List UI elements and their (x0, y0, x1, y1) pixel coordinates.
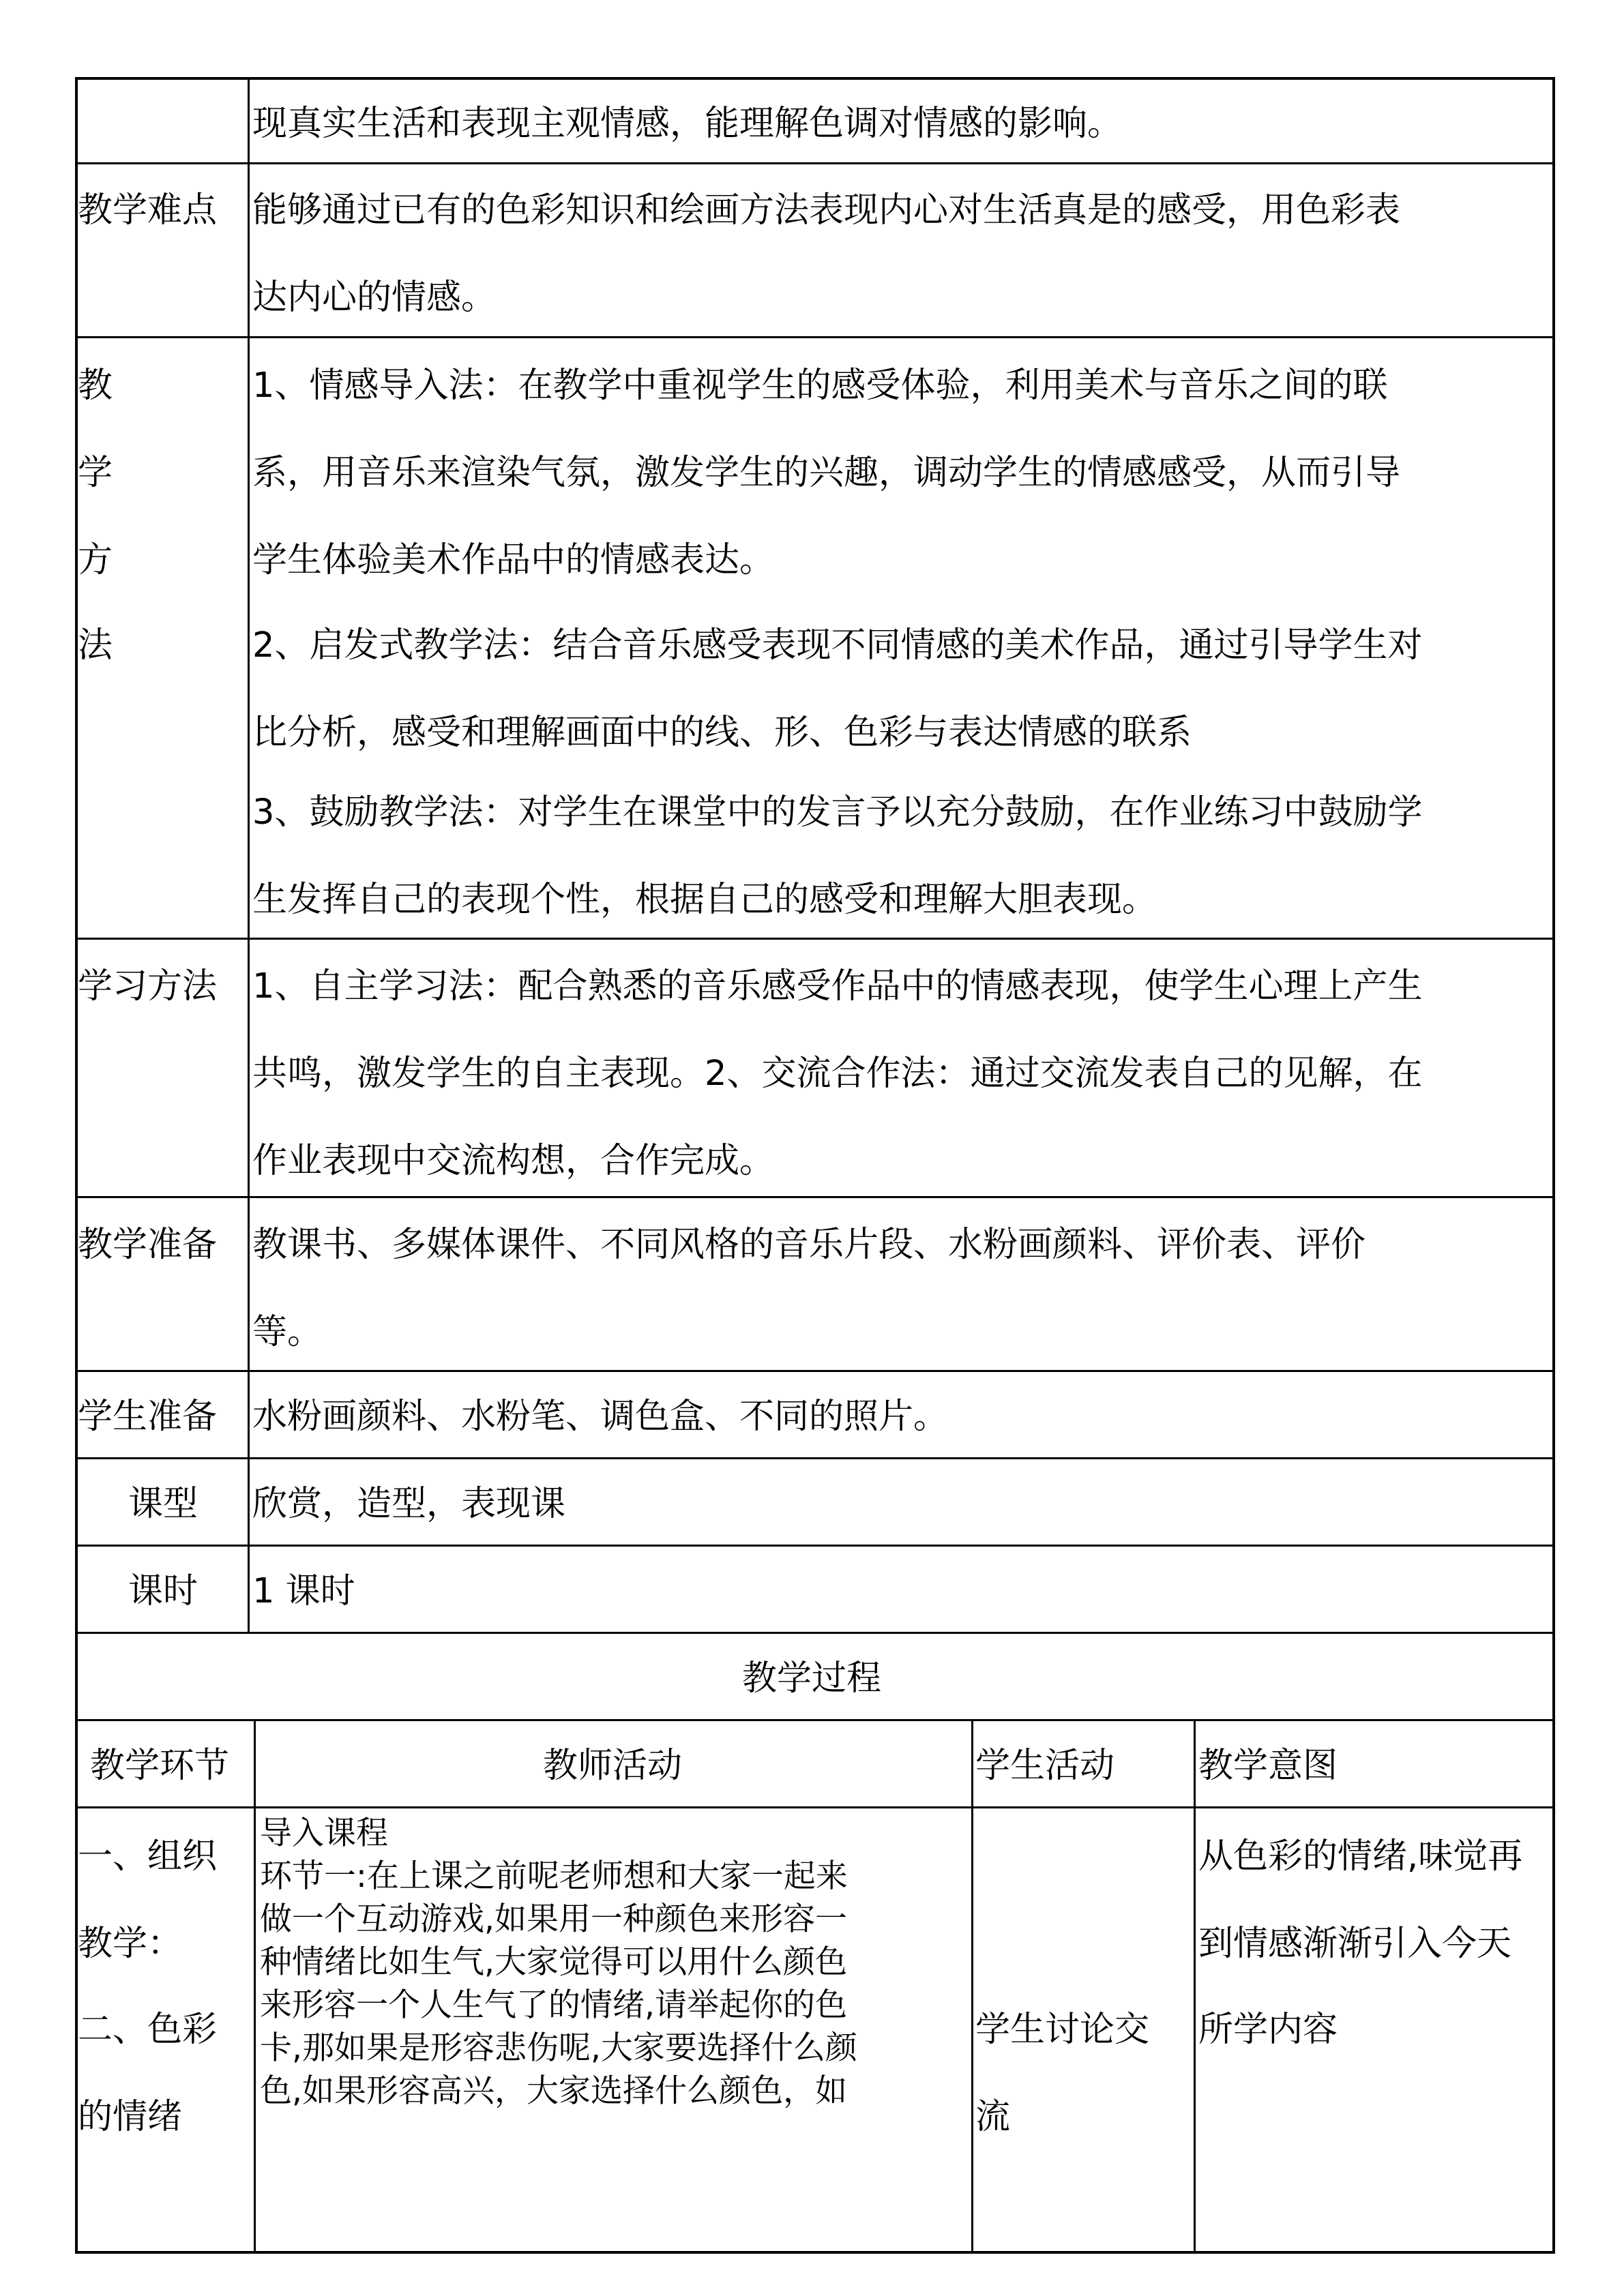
process-title: 教学过程 (742, 1658, 882, 1699)
teacher-line: 来形容一个人生气了的情绪,请举起你的色 (260, 1986, 847, 2024)
type-label: 课型 (128, 1484, 198, 1524)
process-header-student: 学生活动 (975, 1746, 1115, 1786)
row-divider (75, 1632, 1555, 1634)
learning-line: 共鸣，激发学生的自主表现。2、交流合作法：通过交流发表自己的见解，在 (252, 1054, 1423, 1094)
table-border-bottom (75, 2251, 1555, 2254)
method-line: 比分析，感受和理解画面中的线、形、色彩与表达情感的联系 (252, 713, 1192, 753)
process-header-stage: 教学环节 (90, 1746, 230, 1786)
label-column-divider (248, 77, 250, 1633)
teacher-line: 色,如果形容高兴，大家选择什么颜色，如 (260, 2072, 847, 2110)
process-column-divider (1194, 1719, 1196, 2252)
method-label-char: 学 (78, 453, 113, 493)
row-divider (75, 1545, 1555, 1547)
learning-label: 学习方法 (78, 966, 218, 1007)
process-header-teacher: 教师活动 (543, 1746, 683, 1786)
intent-line: 从色彩的情绪,味觉再 (1198, 1836, 1523, 1877)
method-line: 系，用音乐来渲染气氛，激发学生的兴趣，调动学生的情感感受，从而引导 (252, 453, 1401, 493)
stage-line: 的情绪 (78, 2097, 183, 2137)
teacher-line: 种情绪比如生气,大家觉得可以用什么颜色 (260, 1943, 847, 1981)
row-divider (75, 1457, 1555, 1459)
difficulty-line: 能够通过已有的色彩知识和绘画方法表现内心对生活真是的感受，用色彩表 (252, 190, 1401, 230)
stage-line: 二、色彩 (78, 2010, 218, 2050)
method-line: 生发挥自己的表现个性，根据自己的感受和理解大胆表现。 (252, 880, 1157, 920)
prep-label: 教学准备 (78, 1225, 218, 1265)
process-header-intent: 教学意图 (1198, 1746, 1338, 1786)
teacher-line: 做一个互动游戏,如果用一种颜色来形容一 (260, 1900, 847, 1938)
hours-line: 1 课时 (252, 1571, 355, 1611)
row-divider (75, 1196, 1555, 1198)
teacher-line: 环节一:在上课之前呢老师想和大家一起来 (260, 1858, 848, 1895)
type-line: 欣赏，造型，表现课 (252, 1484, 566, 1524)
method-label-char: 法 (78, 625, 113, 666)
continuation-line: 现真实生活和表现主观情感，能理解色调对情感的影响。 (252, 104, 1123, 144)
difficulty-line: 达内心的情感。 (252, 278, 497, 318)
intent-line: 到情感渐渐引入今天 (1198, 1924, 1512, 1964)
process-column-divider (254, 1719, 256, 2252)
stage-line: 教学： (78, 1924, 183, 1964)
student-prep-line: 水粉画颜料、水粉笔、调色盒、不同的照片。 (252, 1397, 949, 1437)
row-divider (75, 938, 1555, 940)
teacher-line: 卡,那如果是形容悲伤呢,大家要选择什么颜 (260, 2029, 857, 2067)
student-prep-label: 学生准备 (78, 1397, 218, 1437)
method-line: 1、情感导入法：在教学中重视学生的感受体验，利用美术与音乐之间的联 (252, 366, 1388, 406)
method-label-char: 方 (78, 540, 113, 580)
prep-line: 等。 (252, 1312, 323, 1352)
stage-line: 一、组织 (78, 1836, 218, 1877)
row-divider (75, 1719, 1555, 1721)
teacher-line: 导入课程 (260, 1815, 388, 1852)
learning-line: 作业表现中交流构想，合作完成。 (252, 1141, 775, 1181)
hours-label: 课时 (128, 1571, 198, 1611)
method-label-char: 教 (78, 366, 113, 406)
difficulty-label: 教学难点 (78, 190, 218, 230)
row-divider (75, 1806, 1555, 1808)
learning-line: 1、自主学习法：配合熟悉的音乐感受作品中的情感表现，使学生心理上产生 (252, 966, 1423, 1007)
method-line: 2、启发式教学法：结合音乐感受表现不同情感的美术作品，通过引导学生对 (252, 625, 1423, 666)
student-activity-line: 流 (975, 2097, 1011, 2137)
table-border-right (1552, 77, 1555, 2254)
method-line: 3、鼓励教学法：对学生在课堂中的发言予以充分鼓励，在作业练习中鼓励学 (252, 792, 1423, 833)
process-column-divider (971, 1719, 973, 2252)
student-activity-line: 学生讨论交 (975, 2010, 1150, 2050)
table-border-top (75, 77, 1555, 80)
row-divider (75, 1370, 1555, 1372)
row-divider (75, 336, 1555, 338)
row-divider (75, 162, 1555, 164)
prep-line: 教课书、多媒体课件、不同风格的音乐片段、水粉画颜料、评价表、评价 (252, 1225, 1366, 1265)
method-line: 学生体验美术作品中的情感表达。 (252, 540, 775, 580)
intent-line: 所学内容 (1198, 2010, 1338, 2050)
